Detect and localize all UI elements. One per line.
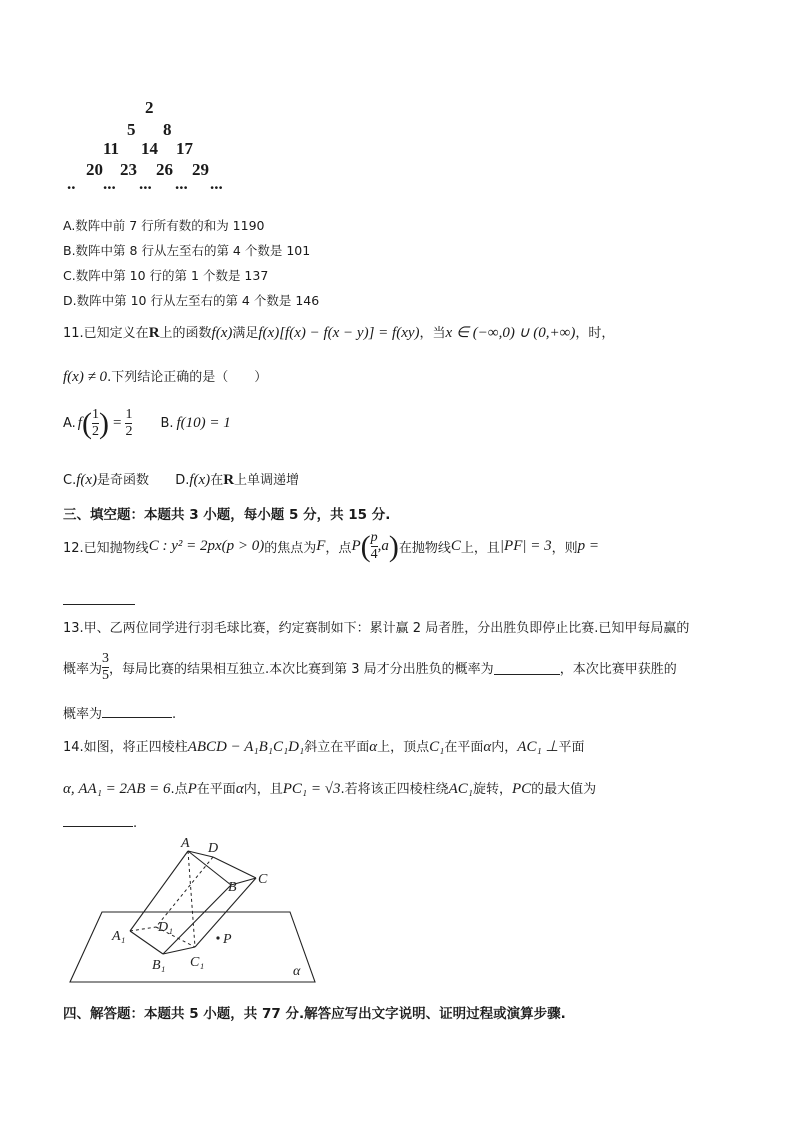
label-a1: A₁ — [112, 929, 126, 944]
q13-line2 — [63, 651, 677, 684]
label-alpha: α — [293, 964, 301, 979]
triangle-row5-item: .. — [67, 174, 76, 193]
q14-text: 在平面 — [196, 782, 236, 797]
q12-c: C — [450, 538, 461, 554]
q11-option-c-label: C. — [63, 473, 77, 488]
q13-line3 — [63, 703, 176, 722]
q11-option-c-text: 是奇函数 — [97, 473, 150, 488]
equals-sign: = — [112, 415, 122, 431]
q11-text: 11.已知定义在 — [63, 326, 149, 341]
label-b: B — [228, 880, 237, 895]
frac-den: 2 — [91, 424, 99, 439]
triangle-row5-item: ... — [210, 174, 223, 193]
q12-text: ，则 — [551, 541, 578, 556]
q12-focus: F — [316, 538, 326, 554]
q14-ac1: AC₁ ⊥ — [517, 739, 559, 755]
q13-line1: 13.甲、乙两位同学进行羽毛球比赛，约定赛制如下：累计赢 2 局者胜，分出胜负即停止比赛.已知甲每局赢的 — [63, 621, 690, 636]
q11-option-a-rhs — [125, 407, 132, 440]
q14-given: α, AA₁ = 2AB = 6 — [63, 781, 171, 797]
q11-text: .下列结论正确的是（ ） — [107, 370, 268, 385]
q11-option-d-label: D. — [175, 473, 190, 488]
q11-domain: x ∈ (−∞,0) ∪ (0,+∞) — [445, 325, 576, 341]
frac-num: 3 — [102, 651, 110, 666]
q14-text: 14.如图，将正四棱柱 — [63, 740, 188, 755]
section-4-heading: 四、解答题：本题共 5 小题，共 77 分.解答应写出文字说明、证明过程或演算步骤. — [63, 1006, 566, 1022]
q14-text: 斜立在平面 — [304, 740, 370, 755]
q13-probability — [102, 651, 109, 684]
q11-text: ，当 — [419, 326, 446, 341]
q14-text: 内，且 — [243, 782, 283, 797]
q12-pf: |PF| = 3 — [499, 538, 552, 554]
section-3-heading: 三、填空题：本题共 3 小题，每小题 5 分，共 15 分. — [63, 507, 391, 523]
triangle-row3-item: 11 — [103, 139, 120, 158]
q12-line1 — [63, 530, 599, 563]
q11-option-a-frac — [92, 407, 99, 440]
left-paren: ( — [81, 406, 92, 440]
left-paren: ( — [360, 529, 371, 563]
q11-option-d-math: f(x) — [189, 472, 211, 488]
point-p — [216, 936, 219, 939]
q12-curve: C : y² = 2px(p > 0) — [148, 538, 265, 554]
q13-text: 概率为 — [63, 662, 103, 677]
q11-option-d-real-set: R — [223, 472, 235, 488]
triangle-row1-item: 2 — [145, 98, 154, 117]
q11-option-b-math: f(10) = 1 — [176, 415, 231, 431]
q14-text: .点 — [170, 782, 188, 797]
triangle-row4-item: 26 — [156, 160, 173, 179]
q14-prism: ABCD − A₁B₁C₁D₁ — [187, 739, 305, 755]
q14-pc: PC — [512, 781, 532, 797]
q11-text: 上的函数 — [159, 326, 212, 341]
q13-answer-blank-2[interactable] — [102, 703, 172, 718]
q14-ac1: AC₁ — [448, 781, 473, 797]
triangle-row5-item: ... — [139, 174, 152, 193]
q14-alpha: α — [483, 739, 492, 755]
q12-text: 的焦点为 — [264, 541, 317, 556]
q12-coord: ,a — [377, 538, 389, 554]
q10-option-b: B.数阵中第 8 行从左至右的第 4 个数是 101 — [63, 243, 311, 258]
triangle-row2-item: 5 — [127, 120, 136, 139]
q13-text: ，每局比赛的结果相互独立.本次比赛到第 3 局才分出胜负的概率为 — [109, 662, 494, 677]
right-paren: ) — [388, 529, 399, 563]
q11-text: 满足 — [232, 326, 259, 341]
q14-pc1: PC₁ = √3 — [282, 781, 341, 797]
label-p: P — [223, 932, 232, 947]
frac-den: 2 — [125, 424, 133, 439]
label-d1: D₁ — [158, 920, 173, 935]
triangle-row3-item: 14 — [141, 139, 158, 158]
frac-num: p — [370, 530, 378, 545]
label-d: D — [208, 841, 219, 856]
prism-figure — [60, 835, 320, 990]
triangle-row5-item: ... — [175, 174, 188, 193]
q11-line2 — [63, 366, 267, 386]
q11-option-a-f: f — [77, 415, 82, 431]
q14-p: P — [187, 781, 197, 797]
q12-answer-blank[interactable] — [63, 603, 135, 605]
q14-line2 — [63, 778, 596, 798]
q11-option-c-math: f(x) — [76, 472, 98, 488]
label-a: A — [181, 836, 190, 851]
q12-text: 上，且 — [460, 541, 500, 556]
q13-text: . — [172, 707, 177, 722]
q11-option-d-text: 上单调递增 — [234, 473, 300, 488]
q12-p-eq: p = — [577, 538, 599, 554]
q14-text: 旋转， — [472, 782, 512, 797]
q11-option-b-label: B. — [160, 416, 174, 431]
label-b1: B₁ — [152, 958, 166, 973]
triangle-row4-item: 29 — [192, 160, 209, 179]
q11-option-a-label: A. — [63, 416, 76, 431]
q12-frac — [371, 530, 378, 563]
triangle-row2-item: 8 — [163, 120, 172, 139]
triangle-row4-item: 23 — [120, 160, 137, 179]
q14-text: 的最大值为 — [531, 782, 597, 797]
q13-answer-blank-1[interactable] — [494, 660, 560, 675]
q12-text: ，点 — [325, 541, 352, 556]
q12-point: P — [351, 538, 361, 554]
q10-option-c: C.数阵中第 10 行的第 1 个数是 137 — [63, 268, 269, 283]
q14-c1: C₁ — [429, 739, 445, 755]
triangle-row5-item: ... — [103, 174, 116, 193]
q13-text: ，本次比赛甲获胜的 — [559, 662, 677, 677]
triangle-row3-item: 17 — [176, 139, 193, 158]
frac-num: 1 — [91, 407, 99, 422]
q14-alpha: α — [369, 739, 378, 755]
q11-nonzero: f(x) ≠ 0 — [63, 369, 108, 385]
q11-line1 — [63, 322, 614, 342]
q10-option-d: D.数阵中第 10 行从左至右的第 4 个数是 146 — [63, 293, 320, 308]
frac-den: 4 — [370, 547, 378, 562]
label-c1: C₁ — [190, 955, 205, 970]
q14-line1 — [63, 736, 585, 756]
q11-options-ab — [63, 407, 231, 440]
q14-text: 上，顶点 — [377, 740, 430, 755]
q11-options-cd — [63, 469, 299, 489]
q14-answer-line — [63, 812, 137, 831]
q12-text: 在抛物线 — [398, 541, 451, 556]
triangle-row4-item: 20 — [86, 160, 103, 179]
frac-num: 1 — [125, 407, 133, 422]
q14-text: .若将该正四棱柱绕 — [340, 782, 449, 797]
q11-real-set: R — [148, 325, 160, 341]
q14-text: . — [133, 816, 138, 831]
q14-answer-blank[interactable] — [63, 812, 133, 827]
right-paren: ) — [98, 406, 109, 440]
q14-text: 内， — [491, 740, 518, 755]
q11-text: ，时， — [575, 326, 615, 341]
q14-text: 在平面 — [444, 740, 484, 755]
q11-equation: f(x)[f(x) − f(x − y)] = f(xy) — [258, 325, 420, 341]
q14-alpha: α — [235, 781, 244, 797]
q11-option-d-text: 在 — [210, 473, 224, 488]
q14-text: 平面 — [558, 740, 585, 755]
q12-text: 12.已知抛物线 — [63, 541, 149, 556]
q10-option-a: A.数阵中前 7 行所有数的和为 1190 — [63, 218, 265, 233]
frac-den: 5 — [102, 668, 110, 683]
q11-func: f(x) — [211, 325, 233, 341]
q13-text: 概率为 — [63, 707, 103, 722]
label-c: C — [258, 872, 268, 887]
